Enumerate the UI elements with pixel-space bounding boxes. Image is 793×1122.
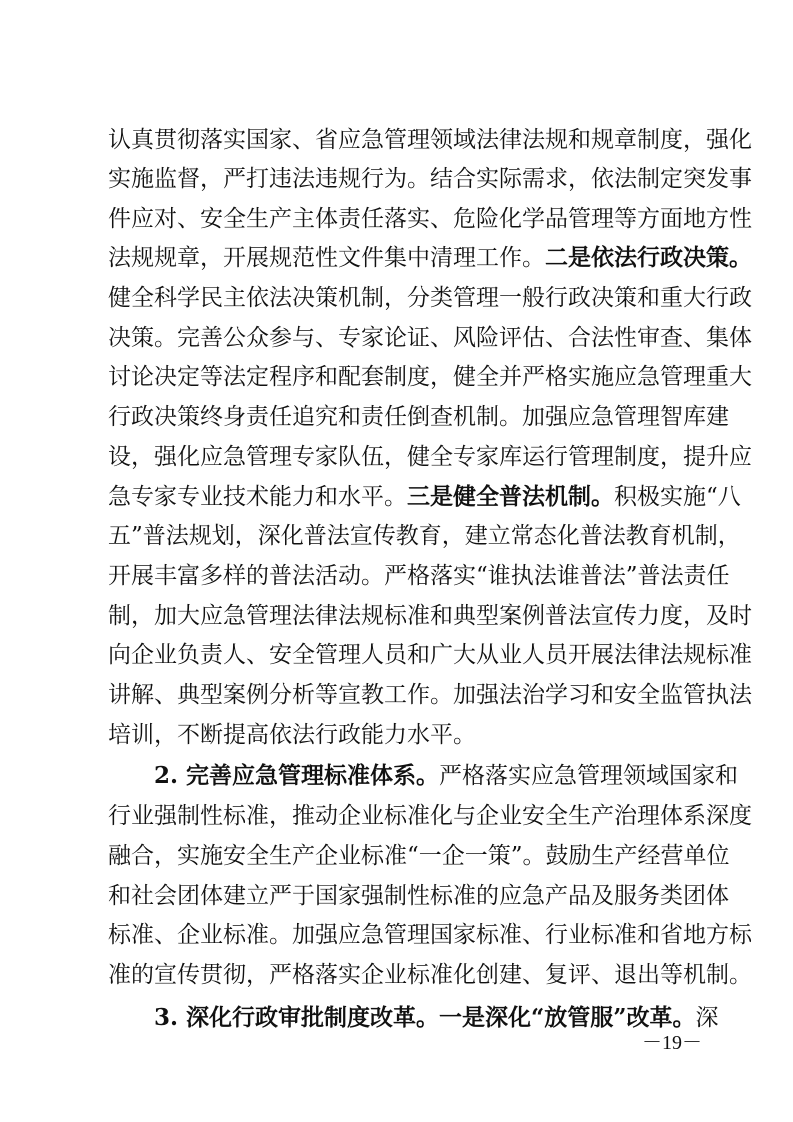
text-line: [108, 876, 729, 916]
bold-text-segment: 二是依法行政决策。: [545, 244, 752, 271]
text-line: [108, 199, 752, 239]
text-segment: 决策。完善公众参与、专家论证、风险评估、合法性审查、集体: [108, 325, 752, 351]
text-segment: 讨论决定等法定程序和配套制度，健全并严格实施应急管理重大: [108, 364, 752, 390]
text-line: [108, 516, 741, 556]
text-line: [108, 437, 752, 477]
text-line: [108, 715, 692, 755]
text-line: [108, 477, 741, 517]
text-line: [108, 238, 752, 278]
text-segment: 积极实施“八: [614, 484, 741, 510]
text-line: [108, 556, 730, 596]
text-segment: 认真贯彻落实国家、省应急管理领域法律法规和规章制度，强化: [108, 127, 752, 153]
text-segment: 健全科学民主依法决策机制，分类管理一般行政决策和重大行政: [108, 285, 752, 311]
text-segment: 开展丰富多样的普法活动。严格落实“谁执法谁普法”普法责任: [108, 563, 730, 589]
text-segment: 严格落实应急管理领域国家和: [439, 763, 739, 789]
bold-text-segment: 3. 深化行政审批制度改革。一是深化“放管服”改革。: [154, 1004, 696, 1031]
text-segment: 制，加大应急管理法律法规标准和典型案例普法宣传力度，及时: [108, 603, 752, 629]
bold-text-segment: 三是健全普法机制。: [407, 483, 614, 510]
text-segment: 实施监督，严打违法违规行为。结合实际需求，依法制定突发事: [108, 166, 752, 192]
text-line: [108, 675, 752, 715]
text-line: [108, 318, 752, 358]
text-line: [108, 955, 752, 995]
text-segment: 行业强制性标准，推动企业标准化与企业安全生产治理体系深度: [108, 803, 752, 829]
text-line: [108, 278, 752, 318]
text-line: [108, 397, 729, 437]
text-line: [108, 796, 752, 836]
text-line: [108, 836, 730, 876]
text-segment: 五”普法规划，深化普法宣传教育，建立常态化普法教育机制，: [108, 523, 741, 549]
text-segment: 件应对、安全生产主体责任落实、危险化学品管理等方面地方性: [108, 206, 752, 232]
text-line: [108, 596, 752, 636]
page-number: －19－: [642, 1032, 702, 1054]
text-segment: 和社会团体建立严于国家强制性标准的应急产品及服务类团体: [108, 883, 729, 909]
text-segment: 标准、企业标准。加强应急管理国家标准、行业标准和省地方标: [108, 922, 752, 948]
text-segment: 行政决策终身责任追究和责任倒查机制。加强应急管理智库建: [108, 404, 729, 430]
text-line: [154, 756, 739, 796]
text-segment: 急专家专业技术能力和水平。: [108, 484, 407, 510]
text-line: [108, 159, 752, 199]
text-line: [108, 915, 752, 955]
text-segment: 准的宣传贯彻，严格落实企业标准化创建、复评、退出等机制。: [108, 962, 752, 988]
bold-text-segment: 2. 完善应急管理标准体系。: [154, 762, 440, 789]
text-segment: 深: [695, 1005, 719, 1031]
text-line: [108, 357, 752, 397]
text-segment: 法规规章，开展规范性文件集中清理工作。: [108, 245, 545, 271]
text-line: [108, 635, 752, 675]
text-line: [108, 120, 752, 160]
text-segment: 向企业负责人、安全管理人员和广大从业人员开展法律法规标准: [108, 642, 752, 668]
text-segment: 培训，不断提高依法行政能力水平。: [108, 722, 476, 748]
text-segment: 融合，实施安全生产企业标准“一企一策”。鼓励生产经营单位: [108, 843, 730, 869]
text-segment: 讲解、典型案例分析等宣教工作。加强法治学习和安全监管执法: [108, 682, 752, 708]
text-segment: 设，强化应急管理专家队伍，健全专家库运行管理制度，提升应: [108, 444, 752, 470]
